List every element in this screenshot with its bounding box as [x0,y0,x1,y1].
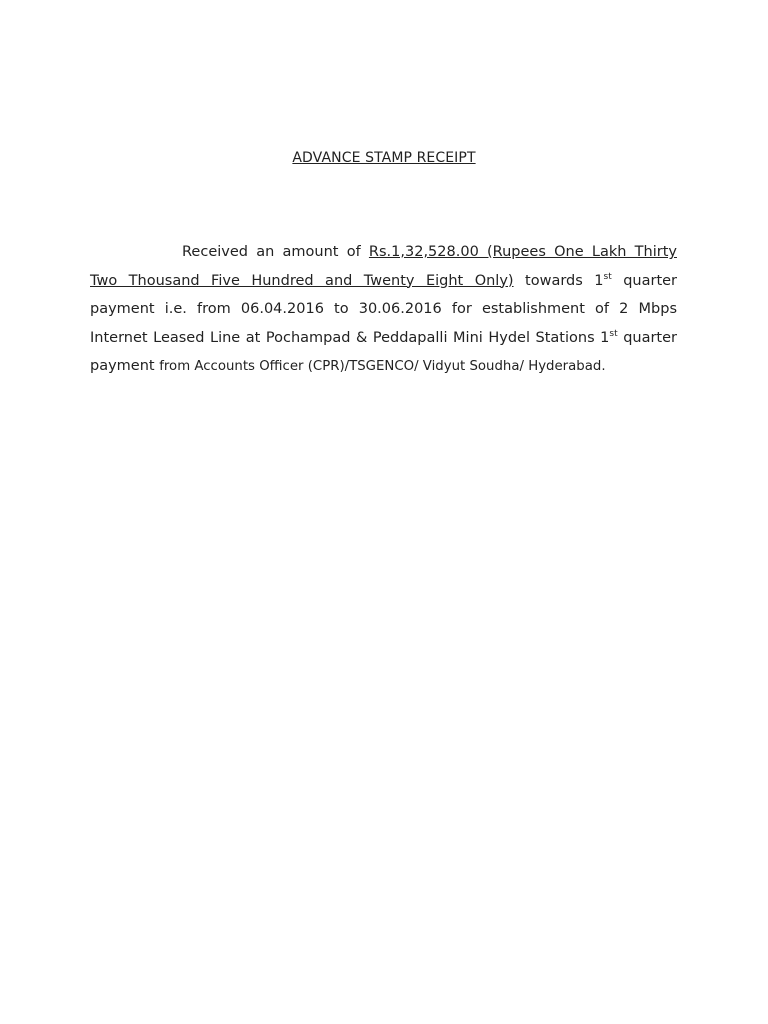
paragraph-text-from: from Accounts Officer (CPR)/TSGENCO/ Vidyut Soudha/ Hyderabad. [159,359,606,374]
ordinal-superscript-2: st [609,328,618,339]
paragraph-text-period: quarter payment i.e. from 06.04.2016 to 30.06.2016 for establishment of 2 Mbps Internet Leased Line at Pochampad & Peddapalli Mini Hydel Stations 1 [90,272,678,346]
paragraph-intro: Received an amount of [182,244,369,260]
paragraph-text-towards: towards 1 [513,272,604,289]
receipt-paragraph [90,238,677,382]
amount-text: Rs.1,32,528.00 (Rupees One Lakh Thirty Two Thousand Five Hundred and Twenty Eight Only) [90,244,677,289]
paragraph-text-quarter: quarter payment [90,329,678,374]
ordinal-superscript: st [603,271,612,282]
receipt-title: ADVANCE STAMP RECEIPT [292,150,476,166]
